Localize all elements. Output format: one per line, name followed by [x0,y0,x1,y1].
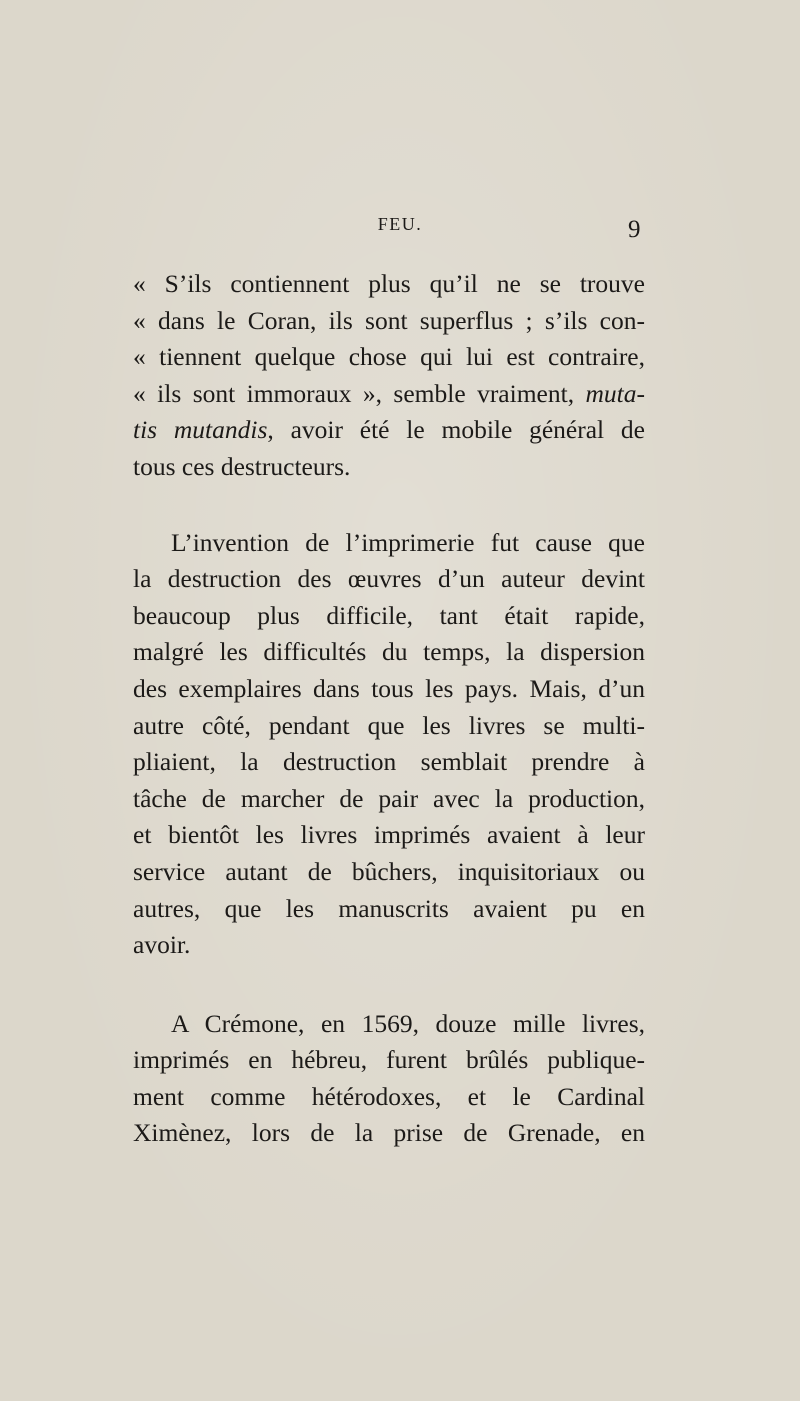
italic-segment: tis mutandis [133,415,268,445]
text-line: service autant de bûchers, inquisitoriaux ou [133,856,645,886]
text-line: A Crémone, en 1569, douze mille livres, [171,1008,645,1038]
italic-segment: muta- [585,378,645,408]
text-line: pliaient, la destruction semblait prendre à [133,747,645,777]
body-text [133,266,645,1152]
text-line: ment comme hétérodoxes, et le Cardinal [133,1081,645,1111]
text-line: autre côté, pendant que les livres se multi- [133,710,645,740]
paragraph-2 [133,525,645,964]
text-line: « dans le Coran, ils sont superflus ; s’ils con- [133,305,645,335]
text-line: imprimés en hébreu, furent brûlés publique- [133,1045,645,1075]
text-line: des exemplaires dans tous les pays. Mais, d’un [133,673,645,703]
text-line: malgré les difficultés du temps, la dispersion [133,637,645,667]
text-line: « S’ils contiennent plus qu’il ne se trouve [133,269,645,298]
page-number: 9 [628,216,641,243]
text-line: avoir. [133,930,191,960]
paragraph-1 [133,266,645,486]
text-segment: « ils sont immoraux », semble vraiment, [133,378,586,408]
text-line: tâche de marcher de pair avec la production, [133,783,645,813]
text-segment: , avoir été le mobile général de [267,415,645,445]
text-line [133,376,645,413]
text-line: autres, que les manuscrits avaient pu en [133,893,645,923]
text-line: Ximènez, lors de la prise de Grenade, en [133,1118,645,1148]
running-title: FEU. [377,214,423,234]
text-line: et bientôt les livres imprimés avaient à leur [133,820,645,850]
text-line: « tiennent quelque chose qui lui est contraire, [133,342,645,372]
text-line [133,412,645,449]
text-line: beaucoup plus difficile, tant était rapide, [133,600,645,630]
text-line: L’invention de l’imprimerie fut cause que [171,527,645,557]
paragraph-3 [133,1006,645,1152]
text-line: tous ces destructeurs. [133,451,351,481]
page-header [0,214,800,244]
text-line: la destruction des œuvres d’un auteur devint [133,564,645,594]
